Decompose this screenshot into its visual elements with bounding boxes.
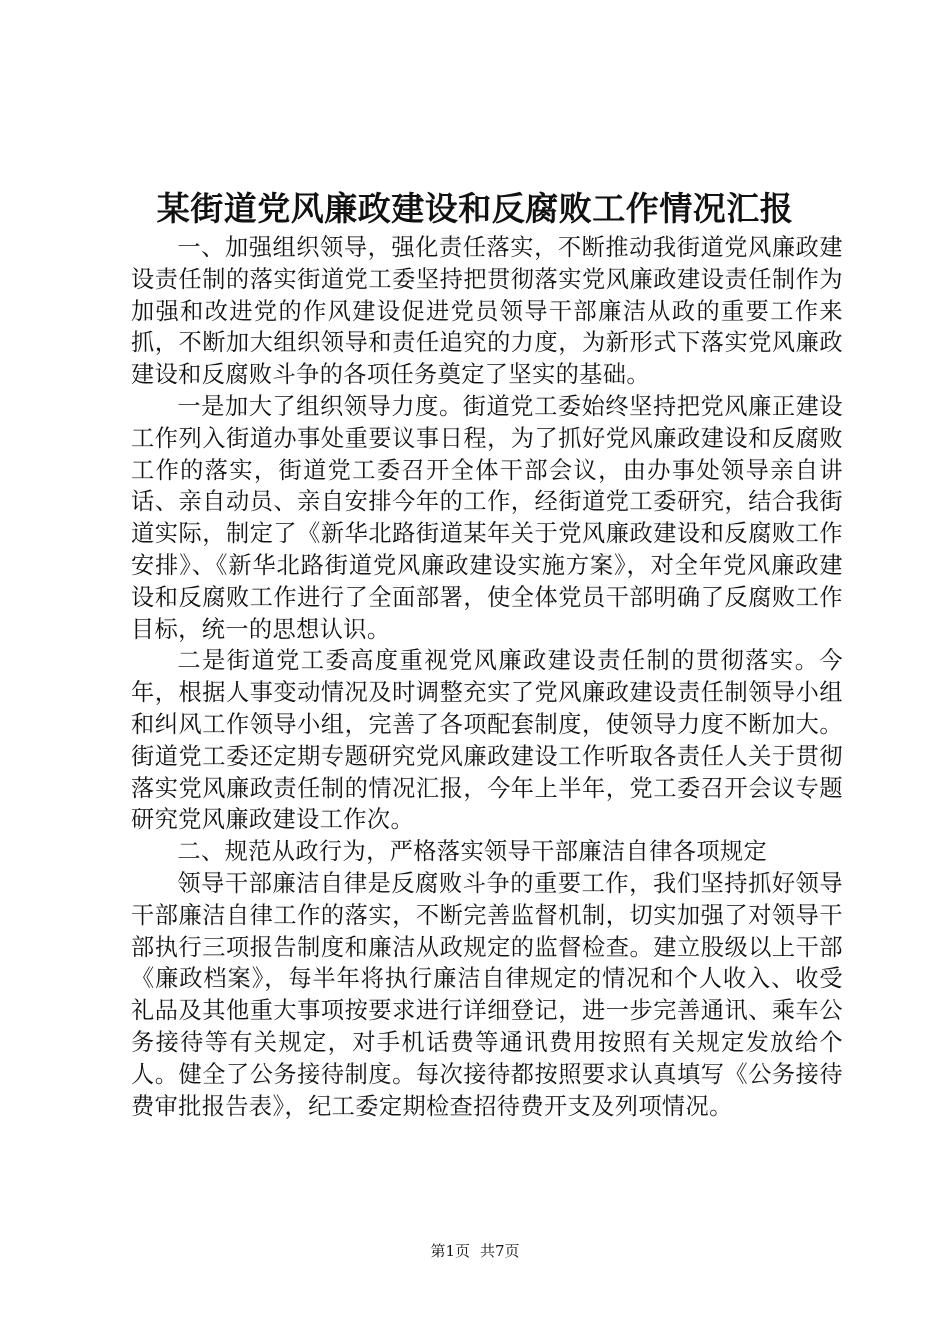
paragraph-point-one: 一是加大了组织领导力度。街道党工委始终坚持把党风廉正建设工作列入街道办事处重要议事日程，为了抓好党风廉政建设和反腐败工作的落实，街道党工委召开全体干部会议，由办事处领导亲自讲话、亲自动员、亲自安排今年的工作，经街道党工委研究，结合我街道实际，制定了《新华北路街道某年关于党风廉政建设和反腐败工作安排》、《新华北路街道党风廉政建设实施方案》，对全年党风廉政建设和反腐败工作进行了全面部署，使全体党员干部明确了反腐败工作目标，统一的思想认识。 bbox=[131, 392, 843, 643]
paragraph-section-two-heading: 二、规范从政行为，严格落实领导干部廉洁自律各项规定 bbox=[177, 838, 768, 866]
page-number: 第1页 bbox=[430, 1242, 470, 1260]
paragraph-section-one: 一、加强组织领导，强化责任落实，不断推动我街道党风廉政建设责任制的落实街道党工委坚持把贯彻落实党风廉政建设责任制作为加强和改进党的作风建设促进党员领导干部廉洁从政的重要工作来抓，不断加大组织领导和责任追究的力度，为新形式下落实党风廉政建设和反腐败斗争的各项任务奠定了坚实的基础。 bbox=[131, 234, 843, 389]
paragraph-self-discipline: 领导干部廉洁自律是反腐败斗争的重要工作，我们坚持抓好领导干部廉洁自律工作的落实，不断完善监督机制，切实加强了对领导干部执行三项报告制度和廉洁从政规定的监督检查。建立股级以上干部《廉政档案》，每半年将执行廉洁自律规定的情况和个人收入、收受礼品及其他重大事项按要求进行详细登记，进一步完善通讯、乘车公务接待等有关规定，对手机话费等通讯费用按照有关规定发放给个人。健全了公务接待制度。每次接待都按照要求认真填写《公务接待费审批报告表》，纪工委定期检查招待费开支及列项情况。 bbox=[131, 869, 843, 1120]
document-title: 某街道党风廉政建设和反腐败工作情况汇报 bbox=[156, 189, 794, 228]
document-body bbox=[131, 232, 843, 1122]
page-footer bbox=[0, 1240, 950, 1262]
paragraph-point-two: 二是街道党工委高度重视党风廉政建设责任制的贯彻落实。今年，根据人事变动情况及时调整充实了党风廉政建设责任制领导小组和纠风工作领导小组，完善了各项配套制度，使领导力度不断加大。街道党工委还定期专题研究党风廉政建设工作听取各责任人关于贯彻落实党风廉政责任制的情况汇报，今年上半年，党工委召开会议专题研究党风廉政建设工作次。 bbox=[131, 647, 843, 834]
page-total: 共7页 bbox=[480, 1242, 520, 1260]
